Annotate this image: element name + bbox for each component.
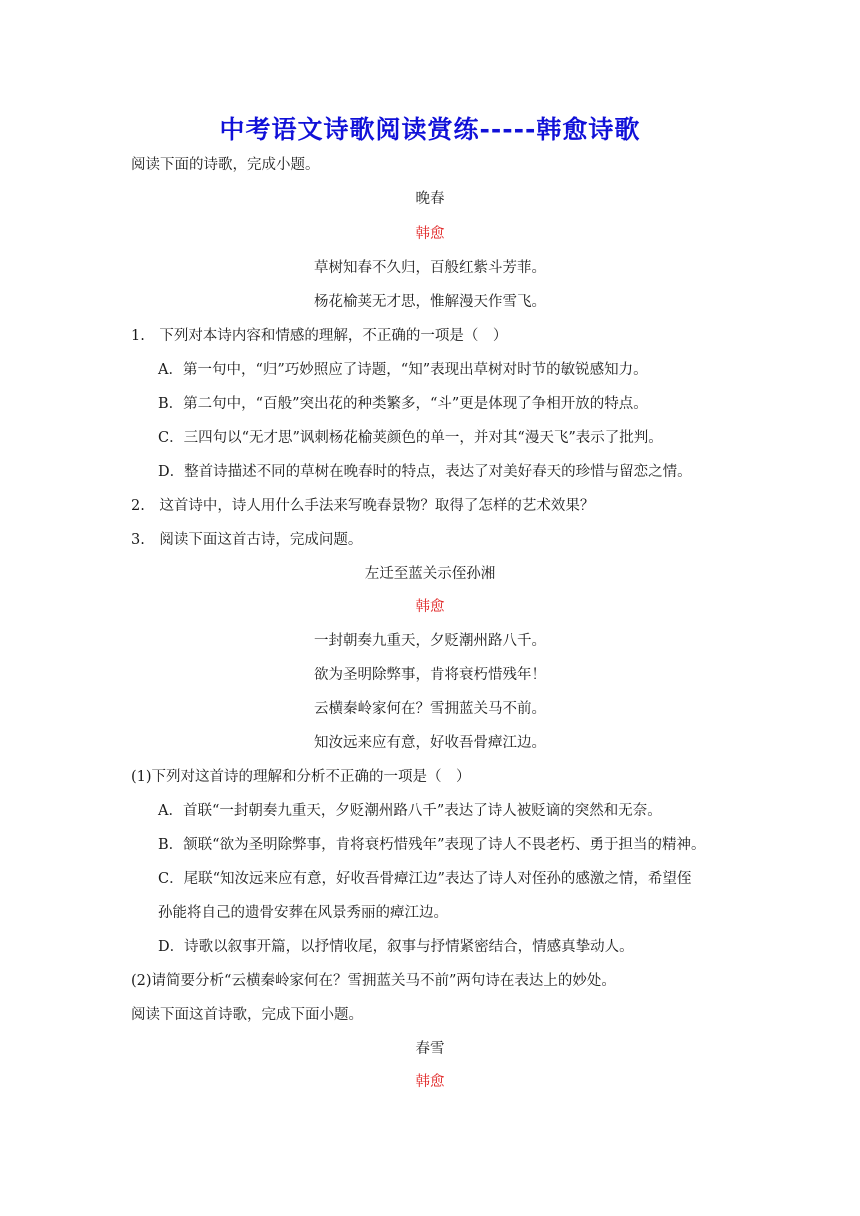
option-a: A．首联“一封朝奏九重天，夕贬潮州路八千”表达了诗人被贬谪的突然和无奈。 [158, 803, 662, 819]
poem-line: 草树知春不久归，百般红紫斗芳菲。 [314, 260, 546, 276]
reading-instruction: 阅读下面这首诗歌，完成下面小题。 [131, 1007, 363, 1023]
option-a: A．第一句中，“归”巧妙照应了诗题，“知”表现出草树对时节的敏锐感知力。 [158, 362, 648, 378]
question-3: 3. 阅读下面这首古诗，完成问题。 [131, 532, 363, 548]
option-c-continued: 孙能将自己的遗骨安葬在风景秀丽的瘴江边。 [158, 905, 448, 921]
question-2: 2. 这首诗中，诗人用什么手法来写晚春景物？取得了怎样的艺术效果？ [131, 498, 595, 514]
poem-title: 春雪 [415, 1041, 445, 1057]
option-d: D．整首诗描述不同的草树在晚春时的特点，表达了对美好春天的珍惜与留恋之情。 [158, 464, 692, 480]
question-stem: 1. 下列对本诗内容和情感的理解，不正确的一项是（ ） [131, 328, 508, 344]
poem-author: 韩愈 [415, 1074, 445, 1090]
option-c: C．尾联“知汝远来应有意，好收吾骨瘴江边”表达了诗人对侄孙的感激之情，希望侄 [158, 871, 692, 887]
reading-instruction: 阅读下面的诗歌，完成小题。 [131, 157, 320, 173]
option-b: B．第二句中，“百般”突出花的种类繁多，“斗”更是体现了争相开放的特点。 [158, 396, 648, 412]
poem-title: 晚春 [415, 191, 445, 207]
poem-line: 云横秦岭家何在？雪拥蓝关马不前。 [314, 701, 546, 717]
poem-line: 一封朝奏九重天，夕贬潮州路八千。 [314, 633, 546, 649]
option-d: D．诗歌以叙事开篇，以抒情收尾，叙事与抒情紧密结合，情感真挚动人。 [158, 939, 634, 955]
subquestion-2: (2)请简要分析“云横秦岭家何在？雪拥蓝关马不前”两句诗在表达上的妙处。 [131, 973, 616, 989]
option-b: B．颔联“欲为圣明除弊事，肯将衰朽惜残年”表现了诗人不畏老朽、勇于担当的精神。 [158, 837, 706, 853]
poem-author: 韩愈 [415, 599, 445, 615]
subquestion-1-stem: (1)下列对这首诗的理解和分析不正确的一项是（ ） [131, 769, 471, 785]
poem-author: 韩愈 [415, 226, 445, 242]
poem-line: 杨花榆荚无才思，惟解漫天作雪飞。 [314, 294, 546, 310]
document-title: 中考语文诗歌阅读赏练-----韩愈诗歌 [219, 115, 641, 144]
poem-line: 知汝远来应有意，好收吾骨瘴江边。 [314, 735, 546, 751]
poem-line: 欲为圣明除弊事，肯将衰朽惜残年！ [314, 667, 546, 683]
poem-title: 左迁至蓝关示侄孙湘 [364, 566, 496, 582]
option-c: C．三四句以“无才思”讽刺杨花榆荚颜色的单一，并对其“漫天飞”表示了批判。 [158, 430, 663, 446]
